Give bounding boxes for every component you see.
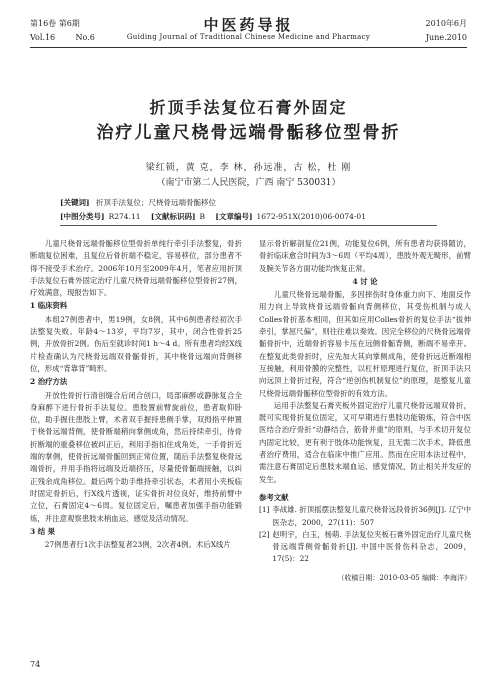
author-list: 梁红锁，黄 克，李 林，孙远准，古 松，杜 刚 bbox=[145, 163, 352, 173]
doc-code-value: B bbox=[199, 212, 206, 221]
header-rule bbox=[30, 47, 467, 48]
classification-line bbox=[60, 211, 437, 222]
journal-name-cn: 中医药导报 bbox=[203, 16, 294, 34]
received-date-note: （收稿日期：2010-03-05 编辑：李海洋） bbox=[337, 573, 471, 582]
references-heading: 参考文献 bbox=[259, 492, 289, 502]
issue-en: No.6 bbox=[75, 33, 95, 42]
keywords-line bbox=[60, 197, 437, 208]
running-header-bottom bbox=[30, 33, 467, 45]
right-column bbox=[259, 238, 471, 584]
journal-name-en: Guiding Journal of Traditional Chinese Medicine and Pharmacy bbox=[126, 33, 371, 41]
reference-item: [1] 李战雄. 折顶摇摆法整复儿童尺桡骨远段骨折36例[J]. 辽宁中医杂志，2000，27(11)：507 bbox=[259, 505, 471, 527]
clinical-data-paragraph: 本组27例患者中，男19例，女8例，其中6例患者经初次手法整复失败。年龄4～13岁，平均7岁，其中，闭合性骨折25例，开放骨折2例。伤后至就诊时间1 h～4 d。所有患者均经X线片检查确认为尺桡骨远端双骨骺骨折，其中桡骨远端向背侧移位，形成“背靠背”畸形。 bbox=[30, 314, 242, 373]
article-title-line1: 折顶手法复位石膏外固定 bbox=[149, 98, 348, 117]
results-continued-paragraph: 显示骨折解剖复位21例，功能复位6例，所有患者均获得随访，骨折临床愈合时间为3～6周（平均4周），患肢外观无畸形，前臂及腕关节各方面功能均恢复正常。 bbox=[259, 239, 471, 273]
article-title-line2: 治疗儿童尺桡骨远端骨骺移位型骨折 bbox=[96, 123, 401, 143]
reference-item: [2] 赵明宇，白玉，杨萌. 手法复位夹板石膏外固定治疗儿童尺桡骨远端背侧骨骺骨折[J]. 中国中医骨伤科杂志，2009，17(5)：22 bbox=[259, 529, 471, 564]
date-cn: 2010年6月 bbox=[425, 19, 467, 28]
section-heading-treatment: 2 治疗方法 bbox=[30, 377, 68, 387]
page-number: 74 bbox=[30, 660, 41, 669]
date-en: June.2010 bbox=[425, 33, 467, 42]
clc-value: R274.11 bbox=[108, 212, 141, 221]
doc-code-label: [文献标识码] bbox=[150, 212, 196, 221]
clc-label: [中图分类号] bbox=[60, 212, 105, 221]
article-no-value: 1672-951X(2010)06-0074-01 bbox=[256, 212, 366, 221]
volume-en: Vol.16 bbox=[30, 33, 56, 42]
keywords-label: [关键词] bbox=[60, 198, 90, 207]
reference-text: 李战雄. 折顶摇摆法整复儿童尺桡骨远段骨折36例[J]. 辽宁中医杂志，2000，27(11)：507 bbox=[272, 505, 471, 527]
treatment-paragraph: 开放性骨折行清创缝合后闭合创口，局部麻醉或静脉复合全身麻醉下进行骨折手法复位。患肢置前臂旋前位，患者取仰卧位，助手握住患肢上臂，术者双手握持患侧手掌，双拇指平伸置于桡骨远端背侧，使骨断端稍向掌侧成角，然后持续牵引，待骨折断端的重叠移位被纠正后，利用手指扣住成角处，一手骨折近端的掌侧，使骨折远端骨骺回到正常位置，随后手法整复桡骨远端骨折，并用手指将远端及近端挤压，尽量使骨骺端接触，以纠正残余成角移位。最后两个助手维持牵引状态，术者用小夹板临时固定骨折后，行X线片透视，证实骨折对位良好，维持前臂中立位，石膏固定4～6周。复位固定后，嘱患者加强手指功能锻炼，并注意观察患肢末梢血运、感觉及活动情况。 bbox=[30, 390, 242, 523]
results-paragraph: 27例患者行1次手法整复者23例，2次者4例。术后X线片 bbox=[44, 540, 231, 550]
running-header-top bbox=[30, 18, 467, 32]
section-heading-discussion: 4 讨 论 bbox=[352, 276, 378, 286]
keywords-value: 折顶手法复位；尺桡骨远端骨骺移位 bbox=[96, 198, 216, 207]
keywords-rule bbox=[60, 225, 437, 226]
volume-issue-cn: 第16卷 第6期 bbox=[30, 19, 80, 28]
affiliation: （南宁市第二人民医院，广西 南宁 530031） bbox=[156, 178, 341, 188]
article-no-label: [文章编号] bbox=[215, 212, 253, 221]
left-column bbox=[30, 238, 242, 551]
section-heading-clinical-data: 1 临床资料 bbox=[30, 301, 68, 311]
discussion-paragraph-1: 儿童尺桡骨远端骨骺，多因摔伤时身体重力向下、地面反作用力向上导致桡骨远端骨骺向背侧移位，其受伤机制与成人Colles骨折基本相同，但其如应用Colles骨折的复位手法“拔伸牵引，掌屈尺偏”，则往往难以奏效。因完全移位的尺桡骨远端骨骺骨折中，近端骨折容易卡压在远侧骨骺背侧，断端不易牵开。在整复此类骨折时，应先加大其向掌侧成角，使骨折远近断端相互接触，利用骨膜的完整性，以杠杆原理进行复位，折顶手法只向远顶上骨折过程，符合“逆创伤机制复位”的原理，是整复儿童尺桡骨远端骨骺移位型骨折的有效方法。 bbox=[259, 290, 471, 398]
discussion-paragraph-2: 运用手法整复石膏夹板外固定治疗儿童尺桡骨远端双骨折，既可实现骨折复位固定，又可早期进行患肢功能锻炼，符合中医医结合治疗骨折“动静结合，筋骨并重”的原则，与手术切开复位内固定比较，更有利于肢体功能恢复，且无需二次手术，降低患者治疗费用，适合在临床中推广应用。然而在应用本法过程中，需注意石膏固定后患肢末端血运、感觉情况，防止相关并发症的发生。 bbox=[259, 400, 471, 484]
intro-paragraph: 儿童尺桡骨远端骨骺移位型骨折单纯行牵引手法整复，骨折断端复位困难，且复位后骨折端不稳定，容易移位，部分患者不得不接受手术治疗。2006年10月至2009年4月，笔者应用折顶手法复位石膏外固定治疗儿童尺桡骨远端骨骺移位型骨折27例，疗效满意，现报告如下。 bbox=[30, 239, 242, 298]
section-heading-results: 3 结 果 bbox=[30, 526, 56, 536]
reference-text: 赵明宇，白玉，杨萌. 手法复位夹板石膏外固定治疗儿童尺桡骨远端背侧骨骺骨折[J]. 中国中医骨伤科杂志，2009，17(5)：22 bbox=[272, 529, 471, 564]
